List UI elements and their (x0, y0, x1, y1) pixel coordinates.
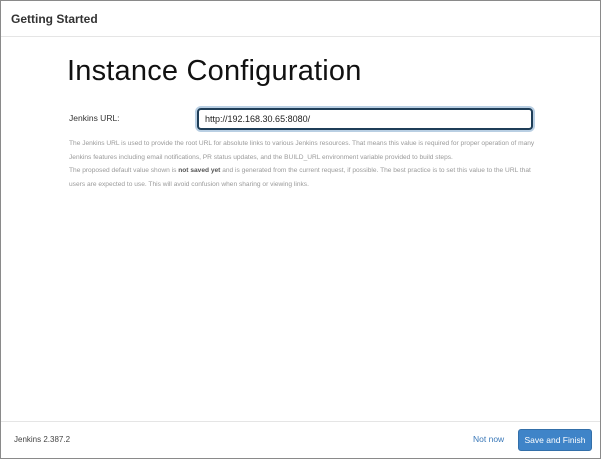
help-paragraph-2 (69, 164, 539, 191)
dialog-header (1, 1, 600, 37)
not-now-link[interactable]: Not now (473, 434, 505, 444)
help-text-before: The proposed default value shown is (69, 167, 179, 174)
jenkins-url-input[interactable] (197, 108, 533, 130)
dialog-title: Getting Started (11, 12, 98, 26)
page-title: Instance Configuration (67, 55, 362, 87)
dialog-footer (1, 421, 600, 458)
jenkins-url-help (69, 137, 539, 191)
not-saved-yet-emphasis: not saved yet (178, 167, 221, 174)
help-paragraph-1: The Jenkins URL is used to provide the root URL for absolute links to various Jenkins resources. That means this value is required for proper operation of many Jenkins features including email notifications, PR status updates, and the BUILD_URL environment variable provided to build steps. (69, 140, 535, 161)
jenkins-url-label: Jenkins URL: (69, 113, 120, 123)
help-text-after: and is generated from the current request, if possible. The best practice is to set this value to the URL that users are expected to use. This will avoid confusion when sharing or viewing links. (69, 167, 531, 188)
save-and-finish-button[interactable]: Save and Finish (518, 429, 592, 451)
jenkins-version: Jenkins 2.387.2 (14, 435, 71, 444)
